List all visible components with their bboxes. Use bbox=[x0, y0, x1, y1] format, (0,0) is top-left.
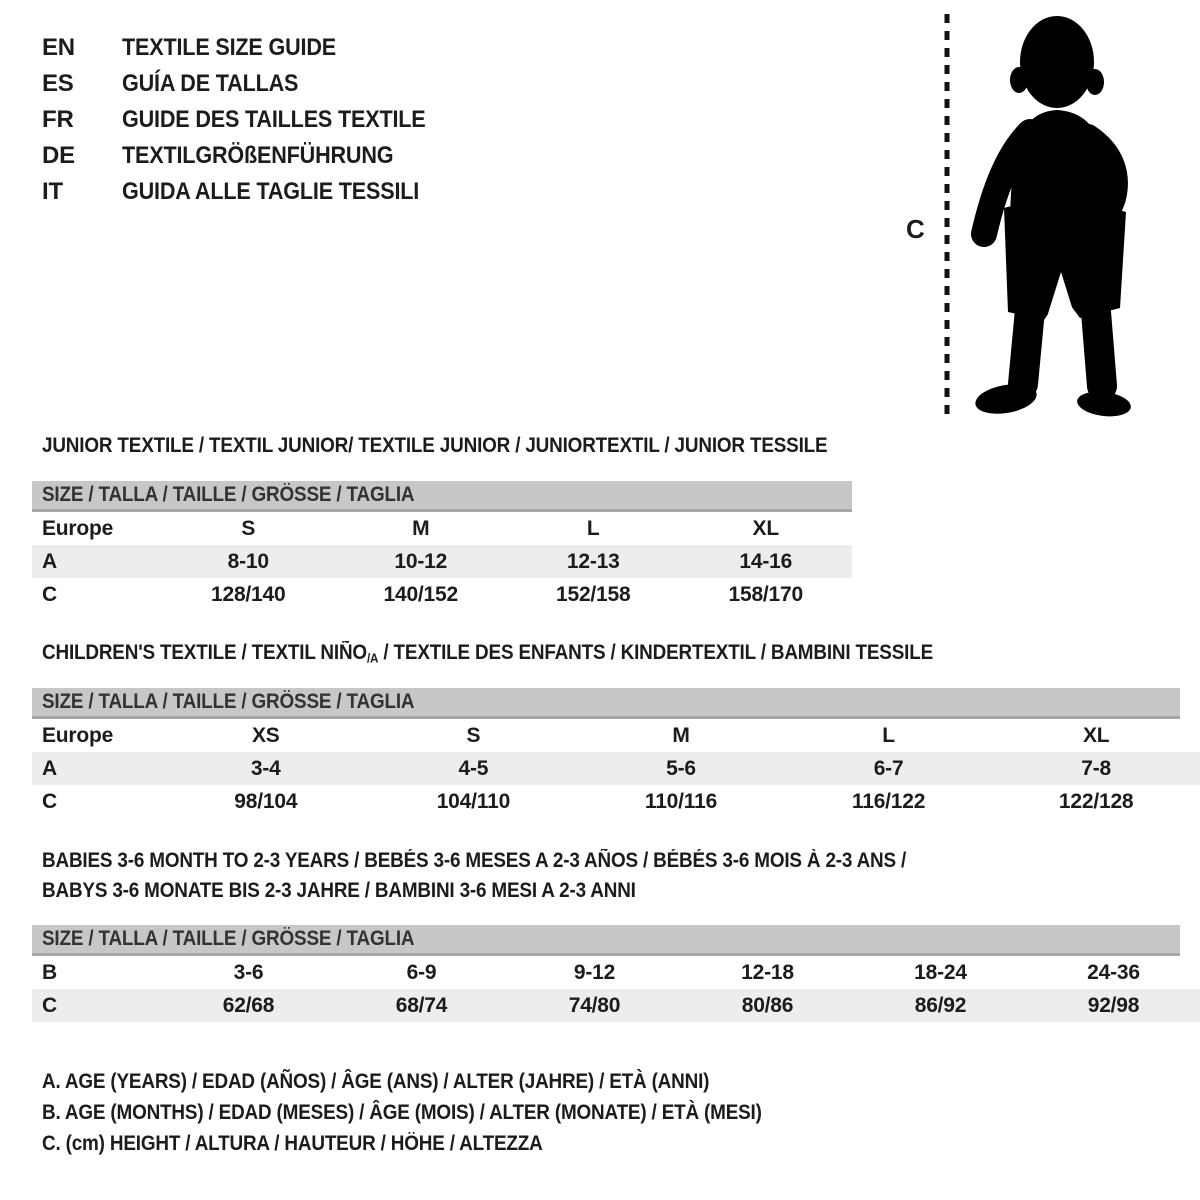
children-row-height bbox=[32, 785, 1200, 818]
value-cell: 98/104 bbox=[234, 789, 298, 813]
babies-row-height bbox=[32, 989, 1200, 1022]
size-cell: S bbox=[466, 723, 481, 747]
value-cell: 158/170 bbox=[728, 582, 803, 606]
value-cell: 4-5 bbox=[458, 756, 489, 780]
language-row-es bbox=[42, 66, 459, 102]
height-label-c: C bbox=[906, 214, 925, 244]
row-label: Europe bbox=[42, 723, 114, 747]
language-title: GUIDA ALLE TAGLIE TESSILI bbox=[122, 178, 420, 205]
value-cell: 68/74 bbox=[395, 993, 448, 1017]
value-cell: 152/158 bbox=[555, 582, 631, 606]
value-cell: 116/122 bbox=[851, 789, 926, 813]
legend-height-cm: C. (cm) HEIGHT / ALTURA / HAUTEUR / HÖHE / ALTEZZA bbox=[42, 1132, 543, 1155]
value-cell: 12-13 bbox=[566, 549, 620, 573]
junior-row-height bbox=[32, 578, 852, 611]
junior-row-europe bbox=[32, 512, 852, 545]
junior-size-header-band: SIZE / TALLA / TAILLE / GRÖSSE / TAGLIA bbox=[32, 481, 852, 512]
value-cell: 3-6 bbox=[233, 960, 264, 984]
row-label: C bbox=[42, 993, 57, 1017]
row-label: Europe bbox=[42, 516, 114, 540]
value-cell: 74/80 bbox=[568, 993, 621, 1017]
language-code: FR bbox=[42, 106, 74, 133]
language-title-list bbox=[42, 30, 459, 210]
value-cell: 8-10 bbox=[227, 549, 269, 573]
value-cell: 140/152 bbox=[383, 582, 458, 606]
language-title: TEXTILE SIZE GUIDE bbox=[122, 34, 336, 61]
size-cell: L bbox=[882, 723, 895, 747]
children-row-age bbox=[32, 752, 1200, 785]
size-cell: M bbox=[412, 516, 430, 540]
babies-row-months bbox=[32, 956, 1200, 989]
children-section-title: CHILDREN'S TEXTILE / TEXTIL NIÑO/A / TEXTILE DES ENFANTS / KINDERTEXTIL / BAMBINI TESSILE bbox=[42, 641, 934, 666]
row-label: C bbox=[42, 789, 57, 813]
row-label: B bbox=[42, 960, 57, 984]
value-cell: 122/128 bbox=[1058, 789, 1134, 813]
nino-a-subscript: /A bbox=[366, 650, 379, 666]
junior-section-title: JUNIOR TEXTILE / TEXTIL JUNIOR/ TEXTILE JUNIOR / JUNIORTEXTIL / JUNIOR TESSILE bbox=[42, 434, 828, 457]
row-label: A bbox=[42, 549, 57, 573]
children-row-europe bbox=[32, 719, 1200, 752]
language-code: EN bbox=[42, 34, 75, 61]
value-cell: 104/110 bbox=[436, 789, 511, 813]
language-title: GUIDE DES TAILLES TEXTILE bbox=[122, 106, 426, 133]
value-cell: 12-18 bbox=[741, 960, 794, 984]
language-code: ES bbox=[42, 70, 74, 97]
value-cell: 7-8 bbox=[1081, 756, 1112, 780]
size-cell: M bbox=[672, 723, 690, 747]
babies-section-title-line1: BABIES 3-6 MONTH TO 2-3 YEARS / BEBÉS 3-6 MESES A 2-3 AÑOS / BÉBÉS 3-6 MOIS À 2-3 ANS / bbox=[42, 849, 907, 872]
value-cell: 14-16 bbox=[739, 549, 793, 573]
value-cell: 110/116 bbox=[644, 789, 718, 813]
language-code: DE bbox=[42, 142, 75, 169]
size-cell: XS bbox=[251, 723, 280, 747]
value-cell: 86/92 bbox=[914, 993, 967, 1017]
language-row-de bbox=[42, 138, 459, 174]
value-cell: 18-24 bbox=[914, 960, 967, 984]
value-cell: 62/68 bbox=[222, 993, 275, 1017]
value-cell: 3-4 bbox=[250, 756, 281, 780]
toddler-silhouette-icon bbox=[962, 12, 1140, 420]
value-cell: 10-12 bbox=[394, 549, 448, 573]
language-title: GUÍA DE TALLAS bbox=[122, 70, 299, 97]
language-row-en bbox=[42, 30, 459, 66]
value-cell: 24-36 bbox=[1087, 960, 1140, 984]
size-cell: XL bbox=[1082, 723, 1110, 747]
babies-size-header-band: SIZE / TALLA / TAILLE / GRÖSSE / TAGLIA bbox=[32, 925, 1180, 956]
value-cell: 5-6 bbox=[666, 756, 696, 780]
row-label: A bbox=[42, 756, 57, 780]
junior-row-age bbox=[32, 545, 852, 578]
legend-age-years: A. AGE (YEARS) / EDAD (AÑOS) / ÂGE (ANS) / ALTER (JAHRE) / ETÀ (ANNI) bbox=[42, 1070, 710, 1093]
value-cell: 92/98 bbox=[1087, 993, 1140, 1017]
value-cell: 128/140 bbox=[210, 582, 286, 606]
language-row-it bbox=[42, 174, 459, 210]
language-title: TEXTILGRÖßENFÜHRUNG bbox=[122, 142, 394, 169]
value-cell: 6-9 bbox=[406, 960, 437, 984]
legend-age-months: B. AGE (MONTHS) / EDAD (MESES) / ÂGE (MOIS) / ALTER (MONATE) / ETÀ (MESI) bbox=[42, 1101, 762, 1124]
row-label: C bbox=[42, 582, 57, 606]
value-cell: 80/86 bbox=[741, 993, 794, 1017]
language-row-fr bbox=[42, 102, 459, 138]
language-code: IT bbox=[42, 178, 63, 205]
size-cell: XL bbox=[752, 516, 779, 540]
value-cell: 6-7 bbox=[873, 756, 904, 780]
children-size-header-band: SIZE / TALLA / TAILLE / GRÖSSE / TAGLIA bbox=[32, 688, 1180, 719]
height-measure-dashed-line bbox=[944, 14, 950, 418]
babies-section-title-line2: BABYS 3-6 MONATE BIS 2-3 JAHRE / BAMBINI 3-6 MESI A 2-3 ANNI bbox=[42, 879, 636, 902]
value-cell: 9-12 bbox=[573, 960, 616, 984]
size-cell: L bbox=[586, 516, 600, 540]
size-cell: S bbox=[241, 516, 256, 540]
